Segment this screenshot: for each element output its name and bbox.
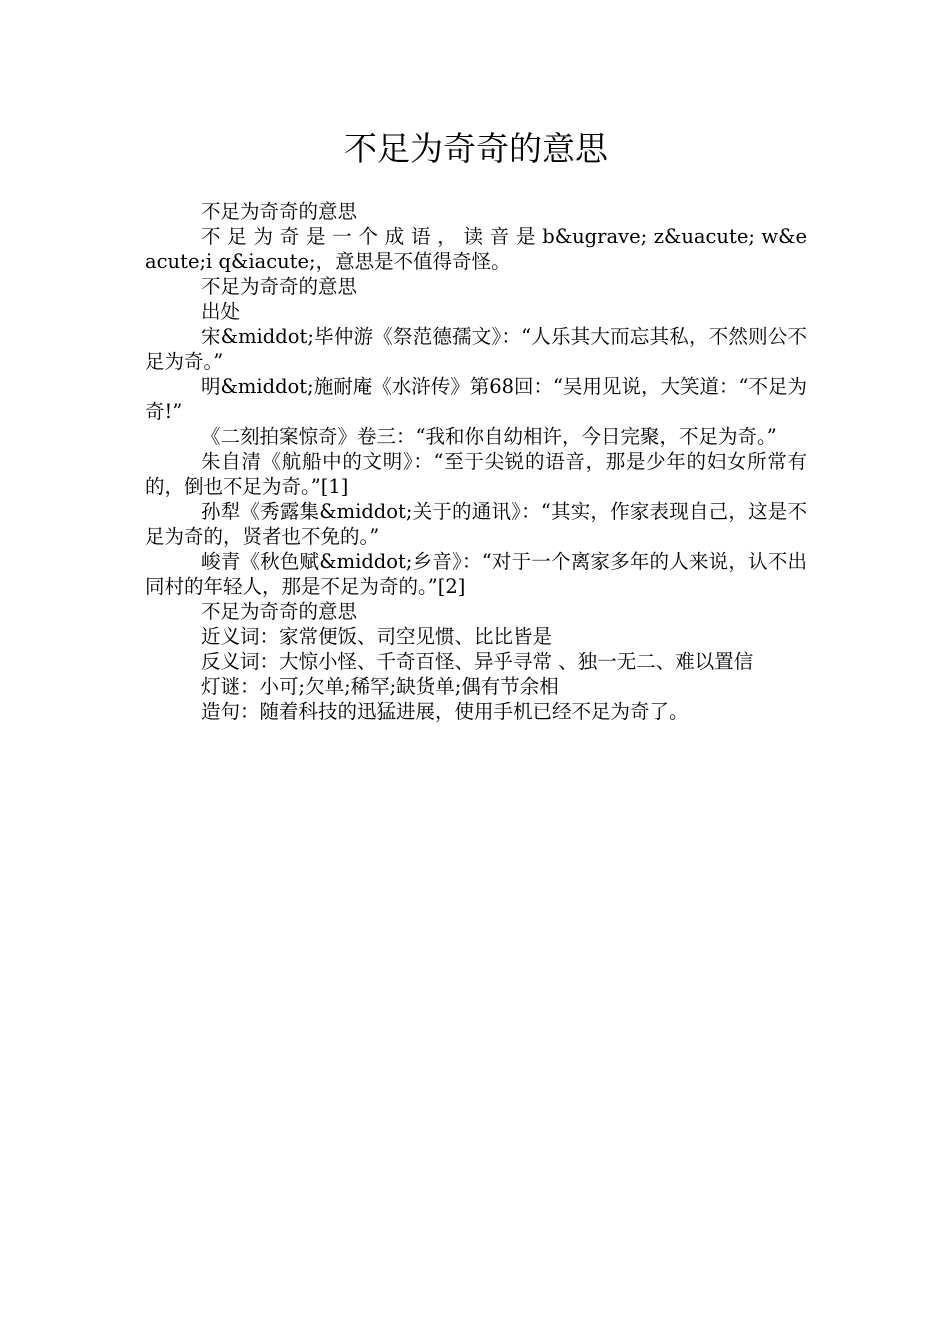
paragraph-heading-3: 不足为奇奇的意思 <box>201 600 358 623</box>
paragraph-quote-sunli: 孙犁《秀露集&middot;关于的通讯》：“其实，作家表现自己，这是不足为奇的，贤者也不免的。” <box>145 500 807 548</box>
paragraph-definition: 不 足 为 奇 是 一 个 成 语 ， 读 音 是 b&ugrave; z&uacute; w&eacute;i q&iacute;，意思是不值得奇怪。 <box>145 225 807 273</box>
paragraph-synonyms: 近义词：家常便饭、司空见惯、比比皆是 <box>201 625 553 648</box>
paragraph-quote-song: 宋&middot;毕仲游《祭范德孺文》：“人乐其大而忘其私，不然则公不足为奇。” <box>145 325 807 373</box>
paragraph-quote-erke: 《二刻拍案惊奇》卷三：“我和你自幼相许，今日完聚，不足为奇。” <box>201 425 777 448</box>
document-title: 不足为奇奇的意思 <box>344 129 608 168</box>
paragraph-heading-1: 不足为奇奇的意思 <box>201 200 358 223</box>
document-page <box>145 126 807 724</box>
paragraph-quote-zhuziqing: 朱自清《航船中的文明》：“至于尖锐的语音，那是少年的妇女所常有的，倒也不足为奇。”[1] <box>145 450 807 498</box>
paragraph-example-sentence: 造句：随着科技的迅猛进展，使用手机已经不足为奇了。 <box>201 700 689 723</box>
paragraph-quote-shuihu: 明&middot;施耐庵《水浒传》第68回：“吴用见说，大笑道：“不足为奇!” <box>145 375 807 423</box>
paragraph-quote-junqing: 峻青《秋色赋&middot;乡音》：“对于一个离家多年的人来说，认不出同村的年轻人，那是不足为奇的。”[2] <box>145 550 807 598</box>
paragraph-riddle: 灯谜：小可;欠单;稀罕;缺货单;偶有节余相 <box>201 675 559 698</box>
paragraph-heading-2: 不足为奇奇的意思 <box>201 275 358 298</box>
paragraph-source-heading: 出处 <box>201 300 241 323</box>
paragraph-antonyms: 反义词：大惊小怪、千奇百怪、异乎寻常 、独一无二、难以置信 <box>201 650 754 673</box>
